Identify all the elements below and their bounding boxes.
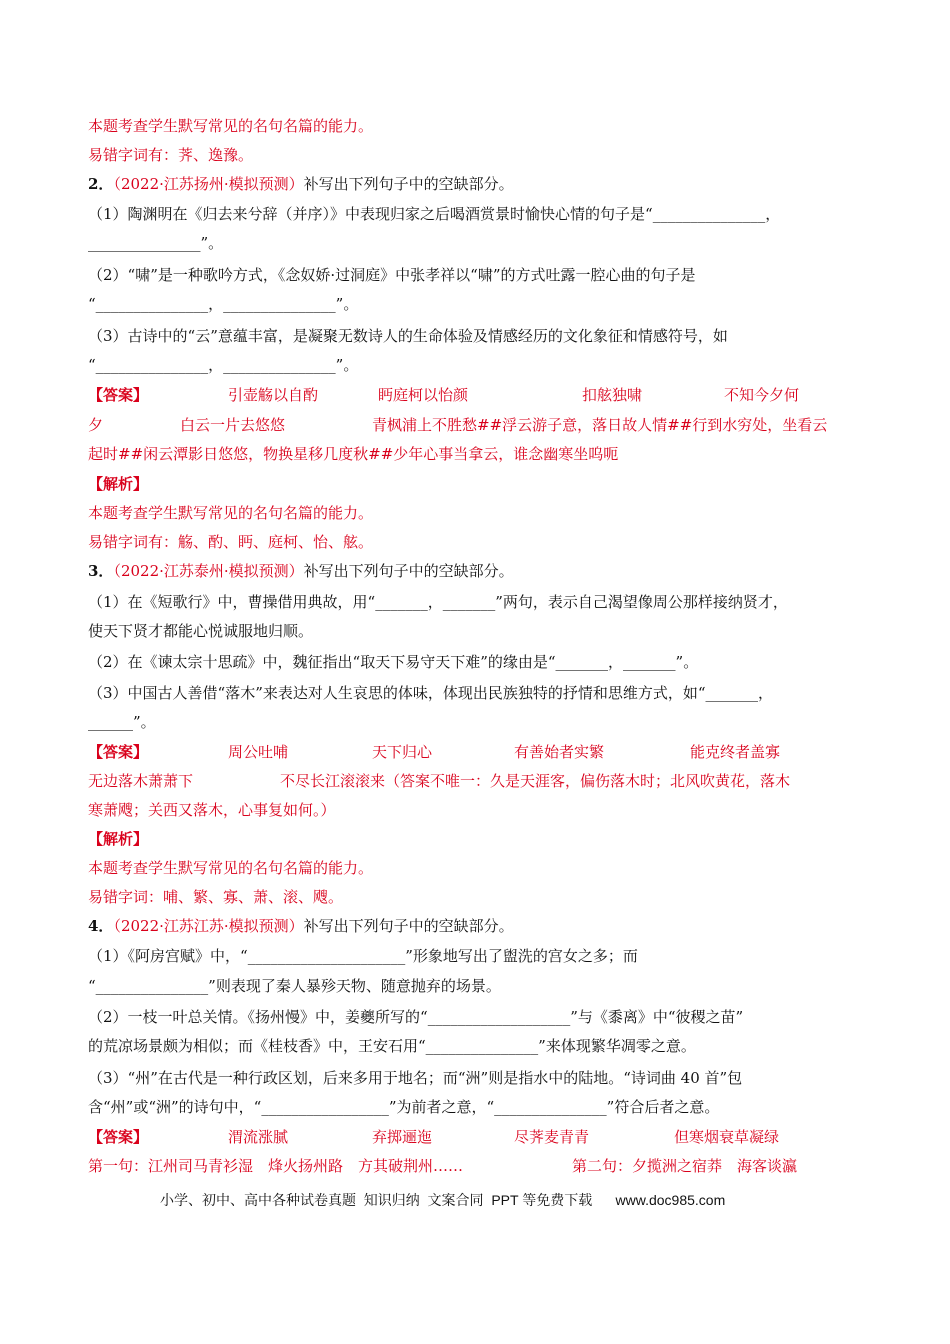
q3-item-3: （3）中国古人善借“落木”来表达对人生哀思的体味，体现出民族独特的抒情和思维方式，如“_______， bbox=[88, 684, 774, 702]
answer-item: 扣舷独啸 bbox=[582, 386, 643, 404]
answer-item: 不尽长江滚滚来（答案不唯一：久是天涯客，偏伤落木时；北风吹黄花，落木 bbox=[280, 772, 791, 790]
q3-item-1: （1）在《短歌行》中，曹操借用典故，用“_______，_______”两句，表示自己渴望像周公那样接纳贤才， bbox=[88, 593, 788, 611]
answer-item: 眄庭柯以怡颜 bbox=[378, 386, 469, 404]
error-words-line: 易错字词有：荠、逸豫。 bbox=[88, 146, 254, 164]
answer-item: 天下归心 bbox=[372, 743, 433, 761]
answer-item: 但寒烟衰草凝绿 bbox=[674, 1128, 780, 1146]
answer-item: 尽荠麦青青 bbox=[514, 1128, 590, 1146]
question-stem: 补写出下列句子中的空缺部分。 bbox=[303, 562, 514, 580]
answer-item: 第一句：江州司马青衫湿 烽火扬州路 方其破荆州…… bbox=[88, 1157, 464, 1175]
q4-item-1: （1）《阿房宫赋》中，“_____________________”形象地写出了盥洗的宫女之多；而 bbox=[88, 947, 638, 965]
answer-label: 【答案】 bbox=[88, 1128, 149, 1146]
answer-item: 有善始者实繁 bbox=[514, 743, 605, 761]
q2-item-2: （2）“啸”是一种歌吟方式，《念奴娇·过洞庭》中张孝祥以“啸”的方式吐露一腔心曲的句子是 bbox=[88, 266, 696, 284]
answer-item: 能克终者盖寡 bbox=[690, 743, 781, 761]
answer-item: 寒萧飕；关西又落木，心事复如何。） bbox=[88, 801, 336, 819]
question-source: （2022·江苏泰州·模拟预测） bbox=[113, 562, 304, 580]
answer-item: 白云一片去悠悠 bbox=[180, 416, 286, 434]
question-source: （2022·江苏扬州·模拟预测） bbox=[113, 175, 304, 193]
q4-item-3: （3）“州”在古代是一种行政区划，后来多用于地名；而“洲”则是指水中的陆地。“诗词曲 40 首”包 bbox=[88, 1069, 743, 1087]
q2-item-3-cont: “_______________，_______________”。 bbox=[88, 356, 359, 374]
q2-item-1: （1）陶渊明在《归去来兮辞（并序）》中表现归家之后喝酒赏景时愉快心情的句子是“_______________， bbox=[88, 205, 781, 223]
error-words-line: 易错字词有：觞、酌、眄、庭柯、怡、舷。 bbox=[88, 533, 374, 551]
q3-item-3-cont: ______”。 bbox=[88, 713, 156, 731]
q3-item-1-cont: 使天下贤才都能心悦诚服地归顺。 bbox=[88, 622, 314, 640]
answer-item: 引壶觞以自酌 bbox=[228, 386, 319, 404]
q2-item-2-cont: “_______________，_______________”。 bbox=[88, 295, 359, 313]
answer-label: 【答案】 bbox=[88, 743, 149, 761]
question-stem: 补写出下列句子中的空缺部分。 bbox=[303, 175, 514, 193]
answer-label: 【答案】 bbox=[88, 386, 149, 404]
analysis-line: 本题考查学生默写常见的名句名篇的能力。 bbox=[88, 117, 374, 135]
question-number: 4． bbox=[88, 917, 114, 935]
error-words-line: 易错字词：哺、繁、寡、萧、滚、飕。 bbox=[88, 888, 344, 906]
answer-item: 第二句：夕揽洲之宿莽 海客谈瀛 bbox=[572, 1157, 798, 1175]
answer-item: 无边落木萧萧下 bbox=[88, 772, 194, 790]
q3-item-2: （2）在《谏太宗十思疏》中，魏征指出“取天下易守天下难”的缘由是“_______，_______”。 bbox=[88, 653, 699, 671]
question-3-header bbox=[88, 561, 514, 581]
question-number: 3． bbox=[88, 562, 114, 580]
question-4-header bbox=[88, 916, 514, 936]
analysis-line: 本题考查学生默写常见的名句名篇的能力。 bbox=[88, 504, 374, 522]
q4-item-3-cont: 含“州”或“洲”的诗句中，“_________________”为前者之意，“_______________”符合后者之意。 bbox=[88, 1098, 720, 1116]
question-stem: 补写出下列句子中的空缺部分。 bbox=[303, 917, 514, 935]
answer-item: 起时##闲云潭影日悠悠，物换星移几度秋##少年心事当拿云，谁念幽寒坐呜呃 bbox=[88, 445, 619, 463]
q4-item-2: （2）一枝一叶总关情。《扬州慢》中，姜夔所写的“___________________”与《黍离》中“彼稷之苗” bbox=[88, 1008, 744, 1026]
answer-item: 渭流涨腻 bbox=[228, 1128, 289, 1146]
q2-item-3: （3）古诗中的“云”意蕴丰富，是凝聚无数诗人的生命体验及情感经历的文化象征和情感符号，如 bbox=[88, 327, 728, 345]
answer-item: 不知今夕何 bbox=[724, 386, 800, 404]
analysis-label: 【解析】 bbox=[88, 830, 149, 848]
answer-item: 弃掷逦迤 bbox=[372, 1128, 433, 1146]
question-number: 2． bbox=[88, 175, 114, 193]
answer-item: 周公吐哺 bbox=[228, 743, 289, 761]
answer-item: 夕 bbox=[88, 416, 104, 434]
page-footer: 小学、初中、高中各种试卷真题 知识归纳 文案合同 PPT 等免费下载 www.doc985.com bbox=[160, 1192, 726, 1208]
question-source: （2022·江苏江苏·模拟预测） bbox=[113, 917, 304, 935]
q4-item-1-cont: “_______________”则表现了秦人暴殄天物、随意抛弃的场景。 bbox=[88, 977, 501, 995]
q4-item-2-cont: 的荒凉场景颇为相似；而《桂枝香》中，王安石用“_______________”来体现繁华凋零之意。 bbox=[88, 1037, 696, 1055]
answer-item: 青枫浦上不胜愁##浮云游子意，落日故人情##行到水穷处，坐看云 bbox=[372, 416, 828, 434]
analysis-line: 本题考查学生默写常见的名句名篇的能力。 bbox=[88, 859, 374, 877]
question-2-header bbox=[88, 174, 514, 194]
q2-item-1-cont: _______________”。 bbox=[88, 234, 224, 252]
analysis-label: 【解析】 bbox=[88, 475, 149, 493]
